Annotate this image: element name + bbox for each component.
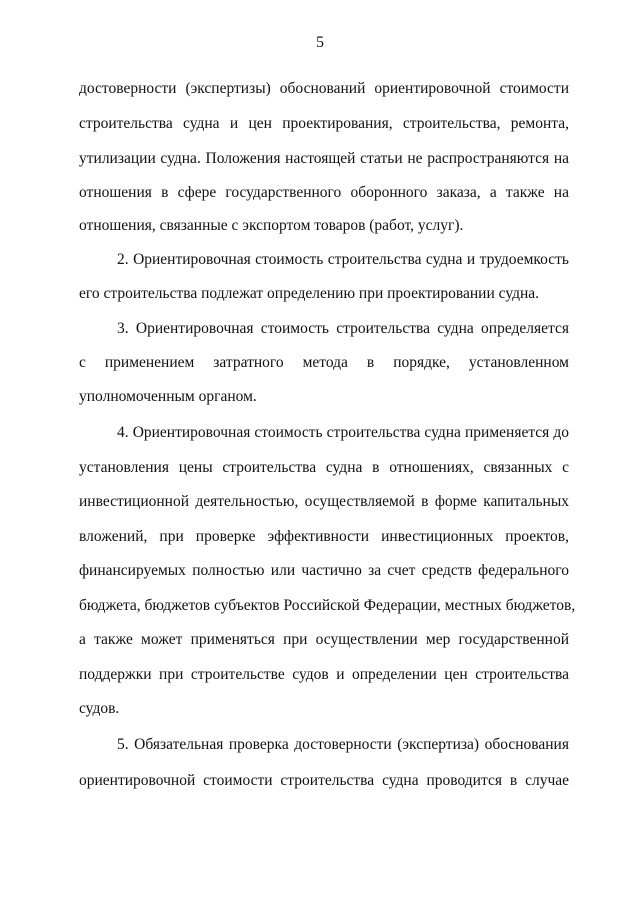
text-line: отношения в сфере государственного оборонного заказа, а также на [79,184,569,201]
text-line: 5. Обязательная проверка достоверности (экспертиза) обоснования [117,736,569,753]
text-line: уполномоченным органом. [79,388,257,405]
text-line: строительства судна и цен проектирования, строительства, ремонта, [79,115,569,132]
text-line: 4. Ориентировочная стоимость строительства судна применяется до [117,424,569,441]
text-line: финансируемых полностью или частично за счет средств федерального [79,562,569,579]
text-line: инвестиционной деятельностью, осуществляемой в форме капитальных [79,493,569,510]
text-line: его строительства подлежат определению при проектировании судна. [79,285,540,302]
text-line: вложений, при проверке эффективности инвестиционных проектов, [79,528,569,545]
page-number: 5 [316,34,324,51]
text-line: поддержки при строительстве судов и определении цен строительства [79,666,569,683]
text-line: достоверности (экспертизы) обоснований ориентировочной стоимости [79,80,569,97]
text-line: а также может применяться при осуществлении мер государственной [79,631,569,648]
text-line: 2. Ориентировочная стоимость строительства судна и трудоемкость [117,251,569,268]
text-line: судов. [79,700,120,717]
text-line: утилизации судна. Положения настоящей статьи не распространяются на [79,150,569,167]
text-line: бюджета, бюджетов субъектов Российской Федерации, местных бюджетов, [79,597,576,614]
text-line: с применением затратного метода в порядке, установленном [79,354,569,371]
text-line: установления цены строительства судна в отношениях, связанных с [79,459,569,476]
text-line: ориентировочной стоимости строительства судна проводится в случае [79,772,569,789]
text-line: 3. Ориентировочная стоимость строительства судна определяется [117,320,569,337]
text-line: отношения, связанные с экспортом товаров (работ, услуг). [79,217,464,234]
